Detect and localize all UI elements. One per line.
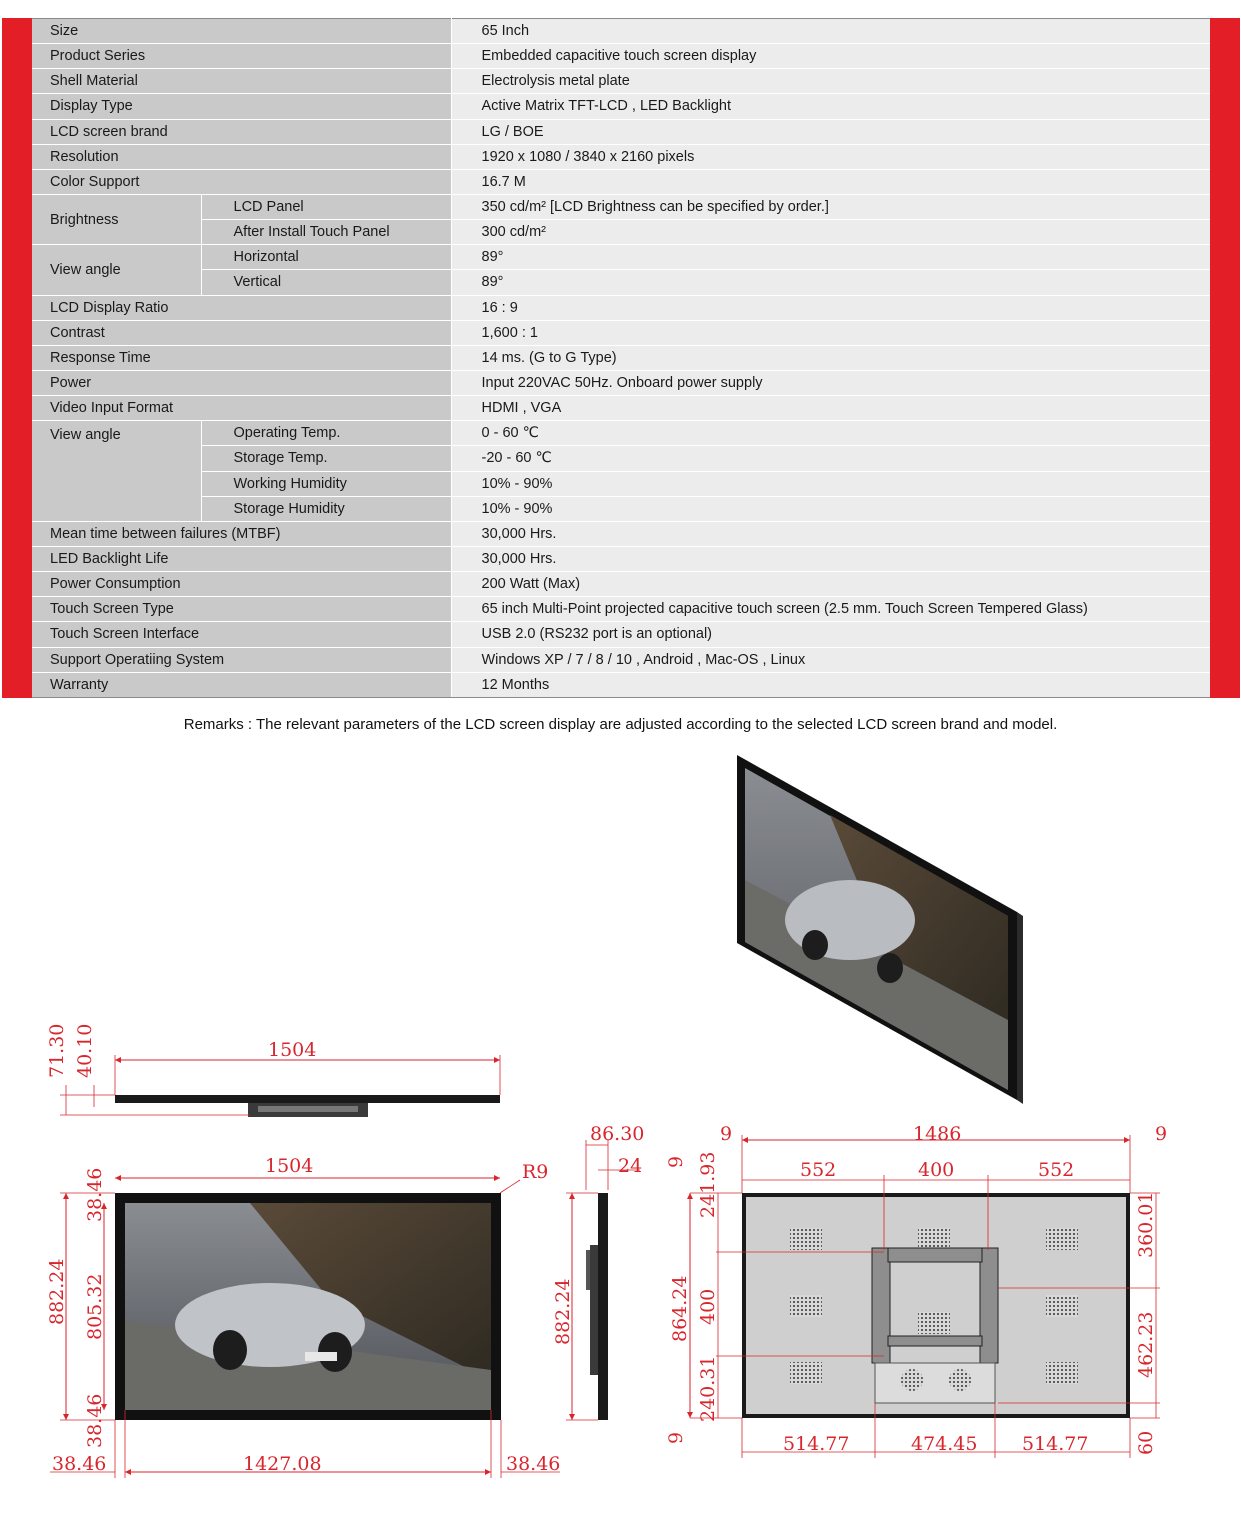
spec-label: Power Consumption <box>32 572 451 597</box>
table-row <box>32 220 1210 245</box>
table-row <box>32 19 1210 44</box>
spec-sublabel: Operating Temp. <box>201 421 451 446</box>
spec-value: 350 cd/m² [LCD Brightness can be specified by order.] <box>451 194 1210 219</box>
isometric-display-image <box>737 755 1023 1104</box>
dim-back-400: 400 <box>918 1159 955 1181</box>
dim-back-514-left: 514.77 <box>783 1433 850 1455</box>
spec-value: 300 cd/m² <box>451 220 1210 245</box>
spec-label: Resolution <box>32 144 451 169</box>
dim-side-height: 882.24 <box>552 1278 574 1345</box>
dim-radius: R9 <box>522 1161 549 1183</box>
spec-value: 30,000 Hrs. <box>451 546 1210 571</box>
spec-sublabel: Storage Temp. <box>201 446 451 471</box>
table-row <box>32 647 1210 672</box>
dim-side-depth: 86.30 <box>590 1123 645 1145</box>
spec-label: Display Type <box>32 94 451 119</box>
right-red-bar <box>1210 18 1240 698</box>
table-row <box>32 546 1210 571</box>
spec-label: Product Series <box>32 44 451 69</box>
dim-back-514-right: 514.77 <box>1022 1433 1089 1455</box>
spec-label: LCD screen brand <box>32 119 451 144</box>
dim-back-552-left: 552 <box>800 1159 837 1181</box>
spec-value: 200 Watt (Max) <box>451 572 1210 597</box>
back-view <box>665 1123 1167 1458</box>
table-row <box>32 169 1210 194</box>
table-row <box>32 672 1210 697</box>
dim-back-360: 360.01 <box>1135 1191 1157 1258</box>
front-view <box>46 1155 560 1478</box>
spec-label: Touch Screen Type <box>32 597 451 622</box>
table-row <box>32 194 1210 219</box>
spec-value: Active Matrix TFT-LCD , LED Backlight <box>451 94 1210 119</box>
spec-value: Windows XP / 7 / 8 / 10 , Android , Mac-OS , Linux <box>451 647 1210 672</box>
spec-value: 89° <box>451 245 1210 270</box>
spec-label: Video Input Format <box>32 396 451 421</box>
spec-value: Input 220VAC 50Hz. Onboard power supply <box>451 370 1210 395</box>
table-row <box>32 245 1210 270</box>
table-row <box>32 471 1210 496</box>
spec-value: 65 Inch <box>451 19 1210 44</box>
spec-label: Touch Screen Interface <box>32 622 451 647</box>
spec-value: Embedded capacitive touch screen display <box>451 44 1210 69</box>
top-view <box>46 1024 500 1117</box>
dim-back-462: 462.23 <box>1135 1311 1157 1378</box>
dim-back-474: 474.45 <box>911 1433 978 1455</box>
spec-label: Mean time between failures (MTBF) <box>32 521 451 546</box>
table-row <box>32 446 1210 471</box>
spec-value: USB 2.0 (RS232 port is an optional) <box>451 622 1210 647</box>
spec-label: Support Operatiing System <box>32 647 451 672</box>
dim-side-thin: 24 <box>618 1155 643 1177</box>
dim-back-right-margin: 9 <box>1155 1123 1168 1145</box>
table-row <box>32 270 1210 295</box>
spec-sublabel: Storage Humidity <box>201 496 451 521</box>
table-row <box>32 597 1210 622</box>
technical-drawing <box>0 740 1241 1510</box>
spec-label: LED Backlight Life <box>32 546 451 571</box>
table-row <box>32 69 1210 94</box>
spec-sublabel: Working Humidity <box>201 471 451 496</box>
spec-value: 0 - 60 ℃ <box>451 421 1210 446</box>
table-row <box>32 345 1210 370</box>
dim-front-bezel-right: 38.46 <box>506 1453 561 1475</box>
dim-front-bezel-left: 38.46 <box>52 1453 107 1475</box>
dim-top-h1: 71.30 <box>46 1023 68 1078</box>
dim-back-bottom-60: 60 <box>1135 1430 1157 1455</box>
dim-back-left-margin: 9 <box>720 1123 733 1145</box>
spec-group-label: Brightness <box>32 194 201 244</box>
dim-front-bezel-bottom: 38.46 <box>84 1393 106 1448</box>
table-row <box>32 622 1210 647</box>
spec-sublabel: Vertical <box>201 270 451 295</box>
table-row <box>32 421 1210 446</box>
dim-back-bottom-margin: 9 <box>665 1431 687 1444</box>
spec-value: 12 Months <box>451 672 1210 697</box>
dim-front-bezel-top: 38.46 <box>84 1167 106 1222</box>
table-row <box>32 44 1210 69</box>
table-row <box>32 496 1210 521</box>
spec-value: 10% - 90% <box>451 496 1210 521</box>
spec-value: 89° <box>451 270 1210 295</box>
table-row <box>32 370 1210 395</box>
spec-label: Warranty <box>32 672 451 697</box>
dim-top-width: 1504 <box>268 1039 317 1061</box>
table-row <box>32 295 1210 320</box>
spec-value: 1,600 : 1 <box>451 320 1210 345</box>
dim-back-552-right: 552 <box>1038 1159 1075 1181</box>
table-row <box>32 396 1210 421</box>
dim-front-width: 1504 <box>265 1155 314 1177</box>
dim-back-400-v: 400 <box>697 1288 719 1325</box>
left-red-bar <box>2 18 32 698</box>
spec-group-label: View angle <box>32 421 201 522</box>
spec-sublabel: After Install Touch Panel <box>201 220 451 245</box>
spec-value: 65 inch Multi-Point projected capacitive touch screen (2.5 mm. Touch Screen Tempered Glass) <box>451 597 1210 622</box>
spec-label: Response Time <box>32 345 451 370</box>
spec-table <box>32 18 1210 698</box>
dim-back-241: 241.93 <box>697 1151 719 1218</box>
spec-value: LG / BOE <box>451 119 1210 144</box>
dim-back-width: 1486 <box>913 1123 962 1145</box>
spec-value: 16.7 M <box>451 169 1210 194</box>
dim-front-inner-width: 1427.08 <box>243 1453 322 1475</box>
spec-value: 1920 x 1080 / 3840 x 2160 pixels <box>451 144 1210 169</box>
spec-value: 14 ms. (G to G Type) <box>451 345 1210 370</box>
dim-back-864: 864.24 <box>669 1275 691 1342</box>
spec-group-label: View angle <box>32 245 201 295</box>
dim-front-inner-height: 805.32 <box>84 1273 106 1340</box>
spec-value: 10% - 90% <box>451 471 1210 496</box>
side-view <box>552 1123 644 1420</box>
table-row <box>32 521 1210 546</box>
spec-value: 16 : 9 <box>451 295 1210 320</box>
table-row <box>32 119 1210 144</box>
table-row <box>32 144 1210 169</box>
spec-sublabel: LCD Panel <box>201 194 451 219</box>
remarks-note: Remarks : The relevant parameters of the LCD screen display are adjusted according to the selected LCD screen brand and model. <box>183 716 1058 733</box>
spec-label: LCD Display Ratio <box>32 295 451 320</box>
spec-sublabel: Horizontal <box>201 245 451 270</box>
spec-value: -20 - 60 ℃ <box>451 446 1210 471</box>
dim-top-h2: 40.10 <box>74 1023 96 1078</box>
table-row <box>32 572 1210 597</box>
dim-back-top-margin: 9 <box>665 1155 687 1168</box>
spec-value: 30,000 Hrs. <box>451 521 1210 546</box>
dim-back-240: 240.31 <box>697 1355 719 1422</box>
spec-label: Power <box>32 370 451 395</box>
spec-label: Color Support <box>32 169 451 194</box>
spec-label: Contrast <box>32 320 451 345</box>
spec-label: Size <box>32 19 451 44</box>
spec-value: HDMI , VGA <box>451 396 1210 421</box>
spec-label: Shell Material <box>32 69 451 94</box>
table-row <box>32 320 1210 345</box>
spec-value: Electrolysis metal plate <box>451 69 1210 94</box>
dim-front-height: 882.24 <box>46 1258 68 1325</box>
table-row <box>32 94 1210 119</box>
